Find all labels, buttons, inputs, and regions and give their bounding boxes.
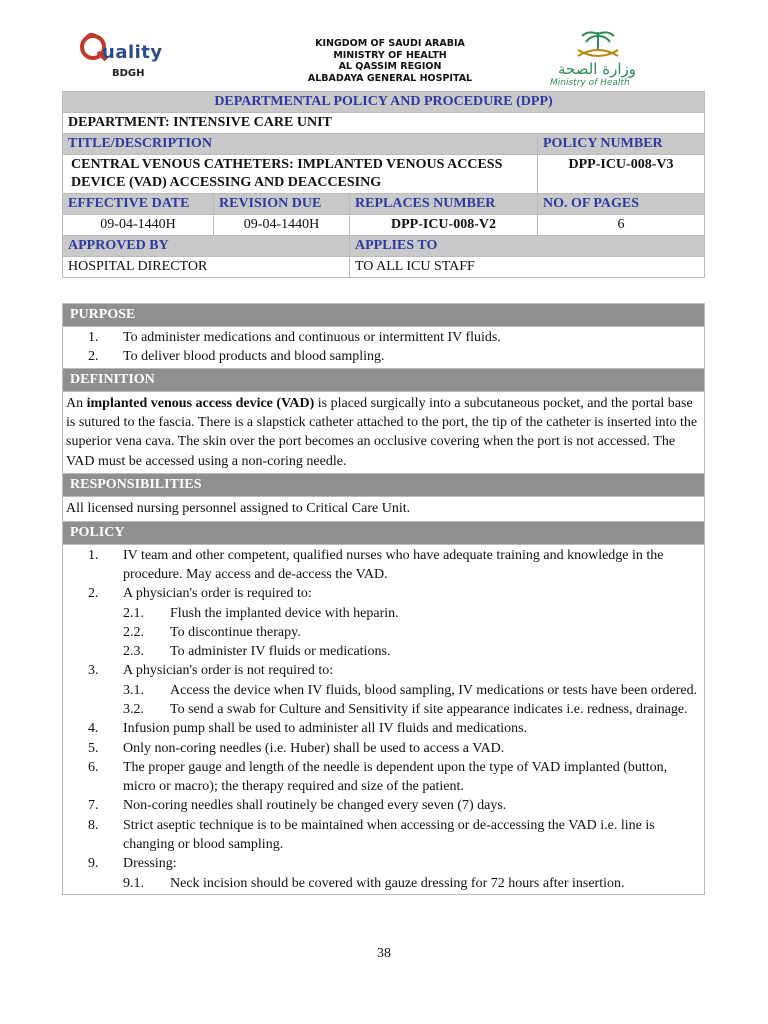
list-item: 2. To deliver blood products and blood sampling. (88, 349, 385, 365)
header-line: KINGDOM OF SAUDI ARABIA (315, 38, 465, 49)
list-item: 3. A physician's order is not required to: (88, 663, 334, 679)
moh-english-name: Ministry of Health (550, 78, 630, 88)
list-item: 3.2. To send a swab for Culture and Sensitivity if site appearance indicates i.e. redness, drainage. (123, 702, 688, 717)
no-of-pages-label: NO. OF PAGES (538, 194, 705, 215)
palm-swords-icon (568, 28, 628, 62)
document-header (60, 22, 706, 88)
header-line: AL QASSIM REGION (338, 61, 442, 72)
revision-due-label: REVISION DUE (214, 194, 350, 215)
list-item: 9. Dressing: (88, 856, 177, 872)
list-item: 2.3. To administer IV fluids or medications. (123, 644, 391, 660)
quality-logo-sub: BDGH (112, 68, 145, 79)
list-item: 2.2. To discontinue therapy. (123, 624, 301, 640)
definition-term: implanted venous access device (VAD) (86, 395, 315, 411)
list-item: 5. Only non-coring needles (i.e. Huber) shall be used to access a VAD. (88, 740, 505, 756)
no-of-pages-value: 6 (538, 215, 705, 236)
policy-info-table (62, 91, 705, 278)
moh-arabic-name: وزارة الصحة (558, 60, 636, 78)
purpose-list (63, 327, 705, 369)
list-item: 2.1. Flush the implanted device with heparin. (123, 605, 399, 621)
list-item: 3.1. Access the device when IV fluids, blood sampling, IV medications or tests have been ordered. (123, 682, 698, 698)
header-line: ALBADAYA GENERAL HOSPITAL (307, 72, 473, 84)
policy-heading: POLICY (63, 521, 705, 544)
applies-to-label: APPLIES TO (350, 236, 705, 257)
title-label: TITLE/DESCRIPTION (63, 134, 538, 155)
policy-number-label: POLICY NUMBER (538, 134, 705, 155)
quality-logo-text: uality (102, 42, 163, 63)
approved-by-value: HOSPITAL DIRECTOR (63, 257, 350, 278)
department-cell: DEPARTMENT: INTENSIVE CARE UNIT (63, 113, 705, 134)
purpose-heading: PURPOSE (63, 304, 705, 327)
replaces-number-label: REPLACES NUMBER (350, 194, 538, 215)
list-item: 9.1. Neck incision should be covered with gauze dressing for 72 hours after insertion. (123, 875, 625, 891)
list-item: 4. Infusion pump shall be used to administer all IV fluids and medications. (88, 721, 528, 737)
responsibilities-heading: RESPONSIBILITIES (63, 474, 705, 497)
hospital-name-block (270, 38, 510, 84)
definition-heading: DEFINITION (63, 368, 705, 391)
policy-number-value: DPP-ICU-008-V3 (538, 155, 705, 194)
moh-logo (550, 28, 690, 88)
replaces-number-value: DPP-ICU-008-V2 (350, 215, 538, 236)
list-item: 8. Strict aseptic technique is to be maintained when accessing or de-accessing the VAD i.e. line is changing or blood sampling. (88, 817, 655, 853)
list-item: 1. To administer medications and continuous or intermittent IV fluids. (88, 330, 501, 345)
effective-date-value: 09-04-1440H (63, 215, 214, 236)
policy-body-table (62, 303, 705, 895)
list-item: 1. IV team and other competent, qualified nurses who have adequate training and knowledge in the procedure. May access and de-access the VAD. (88, 547, 664, 582)
revision-due-value: 09-04-1440H (214, 215, 350, 236)
quality-logo (78, 30, 188, 86)
approved-by-label: APPROVED BY (63, 236, 350, 257)
title-value: CENTRAL VENOUS CATHETERS: IMPLANTED VENOUS ACCESS DEVICE (VAD) ACCESSING AND DEACCESING (63, 155, 538, 194)
dpp-banner: DEPARTMENTAL POLICY AND PROCEDURE (DPP) (63, 92, 705, 113)
list-item: 7. Non-coring needles shall routinely be changed every seven (7) days. (88, 798, 507, 814)
list-item: 2. A physician's order is required to: (88, 586, 312, 602)
applies-to-value: TO ALL ICU STAFF (350, 257, 705, 278)
page-number: 38 (377, 946, 391, 961)
responsibilities-text: All licensed nursing personnel assigned to Critical Care Unit. (63, 497, 705, 521)
list-item: 6. The proper gauge and length of the needle is dependent upon the type of VAD implanted (button, micro or macro); the therapy required and size of the patient. (88, 759, 668, 795)
policy-list (63, 544, 705, 894)
effective-date-label: EFFECTIVE DATE (63, 194, 214, 215)
definition-text: An implanted venous access device (VAD) is placed surgically into a subcutaneous pocket, and the portal base is sutured to the fascia. There is a slapstick catheter attached to the port, the tip of the catheter is inserted into the superior vena cava. The skin over the port becomes an occlusive covering when the port is not accessed. The VAD must be accessed using a non-coring needle. (63, 391, 705, 474)
header-line: MINISTRY OF HEALTH (333, 49, 447, 61)
